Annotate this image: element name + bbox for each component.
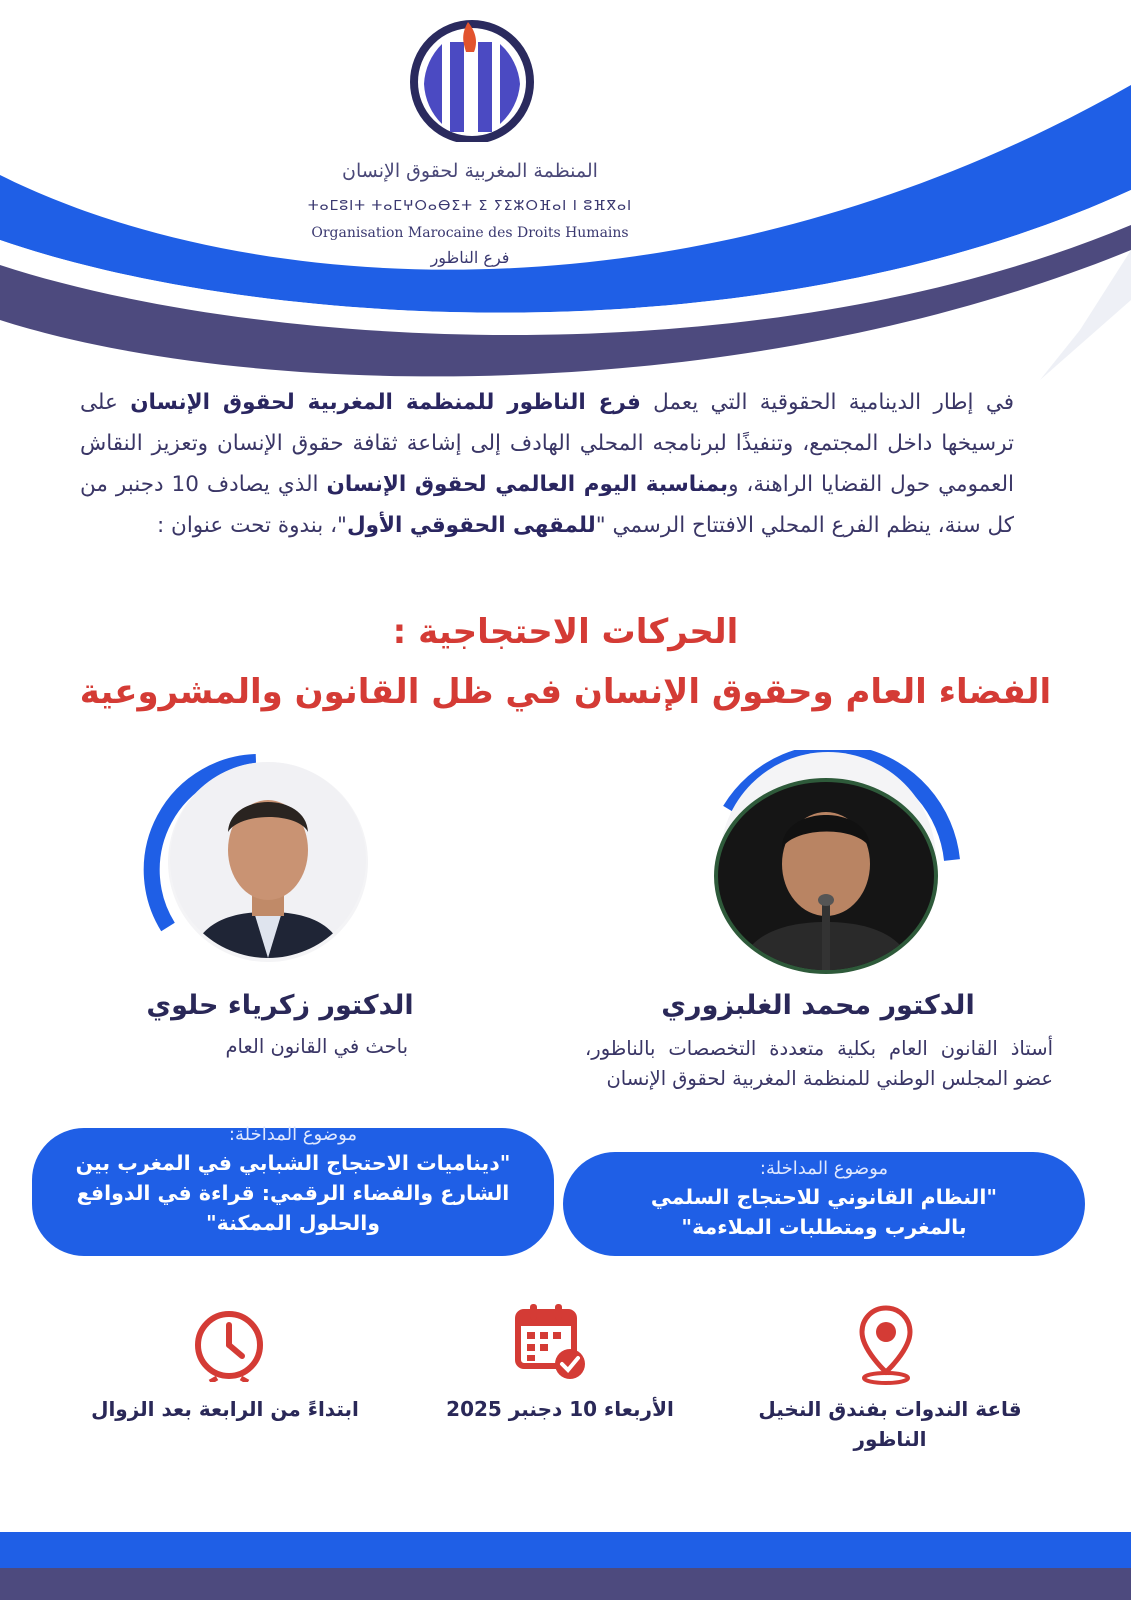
org-name-arabic: المنظمة المغربية لحقوق الإنسان [342, 160, 598, 182]
org-branch: فرع الناظور [430, 248, 510, 267]
location-pin-icon [858, 1304, 914, 1386]
intro-text-2: على ترسيخها داخل المجتمع، وتنفيذًا لبرنامجه المحلي الهادف إلى إشاعة ثقافة حقوق الإنسان وتعزيز النقاش العمومي حول القضايا الراهنة، و [80, 390, 1014, 497]
organization-logo [402, 14, 542, 142]
seminar-title-line-2: الفضاء العام وحقوق الإنسان في ظل القانون والمشروعية [79, 672, 1052, 712]
intro-bold-3: للمقهى الحقوقي الأول [346, 513, 596, 538]
speaker-photo-2 [714, 778, 938, 974]
speaker-2-name: الدكتور محمد الغلبزوري [661, 990, 975, 1021]
calendar-check-icon [512, 1302, 590, 1382]
intro-text-3: الذي يصادف 10 دجنبر من كل سنة، ينظم الفرع المحلي الافتتاح الرسمي " [80, 472, 1014, 538]
intro-bold-1: فرع الناظور للمنظمة المغربية لحقوق الإنسان [130, 390, 641, 415]
speaker-1-topic: "ديناميات الاحتجاج الشبابي في المغرب بين الشارع والفضاء الرقمي: قراءة في الدوافع والحلول الممكنة" [75, 1151, 511, 1235]
org-name-tifinagh: ⵜⴰⵎⵓⵏⵜ ⵜⴰⵎⵖⵔⴰⴱⵉⵜ ⵉ ⵢⵉⵣⵔⴼⴰⵏ ⵏ ⵓⴼⴳⴰⵏ [307, 198, 633, 214]
speaker-2-topic-label: موضوع المداخلة: [759, 1158, 889, 1179]
footer-stripe-navy [0, 1568, 1131, 1600]
event-date: الأربعاء 10 دجنبر 2025 [446, 1397, 674, 1421]
footer-stripe-blue [0, 1532, 1131, 1568]
speaker-1-role: باحث في القانون العام [225, 1035, 408, 1058]
intro-bold-2: بمناسبة اليوم العالمي لحقوق الإنسان [326, 472, 729, 497]
event-venue: قاعة الندوات بفندق النخيل الناظور [758, 1397, 1022, 1451]
speaker-2-role: أستاذ القانون العام بكلية متعددة التخصصات بالناظور، عضو المجلس الوطني للمنظمة المغربية لحقوق الإنسان [585, 1037, 1053, 1090]
speaker-2-topic-box [563, 1152, 1085, 1256]
speaker-1-topic-label: موضوع المداخلة: [228, 1124, 358, 1145]
intro-text-4: "، بندوة تحت عنوان : [156, 513, 347, 538]
clock-icon [192, 1308, 266, 1382]
intro-paragraph [80, 382, 1014, 546]
speaker-1-name: الدكتور زكرياء حلوي [146, 990, 414, 1021]
speaker-photo-1 [170, 762, 366, 958]
intro-text-1: في إطار الدينامية الحقوقية التي يعمل [640, 390, 1015, 415]
org-name-french: Organisation Marocaine des Droits Humains [311, 225, 629, 241]
event-time: ابتداءً من الرابعة بعد الزوال [91, 1397, 359, 1421]
speaker-2-topic: "النظام القانوني للاحتجاج السلمي بالمغرب ومتطلبات الملاءمة" [650, 1185, 998, 1239]
speaker-1-topic-box [32, 1124, 554, 1256]
seminar-title-line-1: الحركات الاحتجاجية : [392, 612, 739, 652]
